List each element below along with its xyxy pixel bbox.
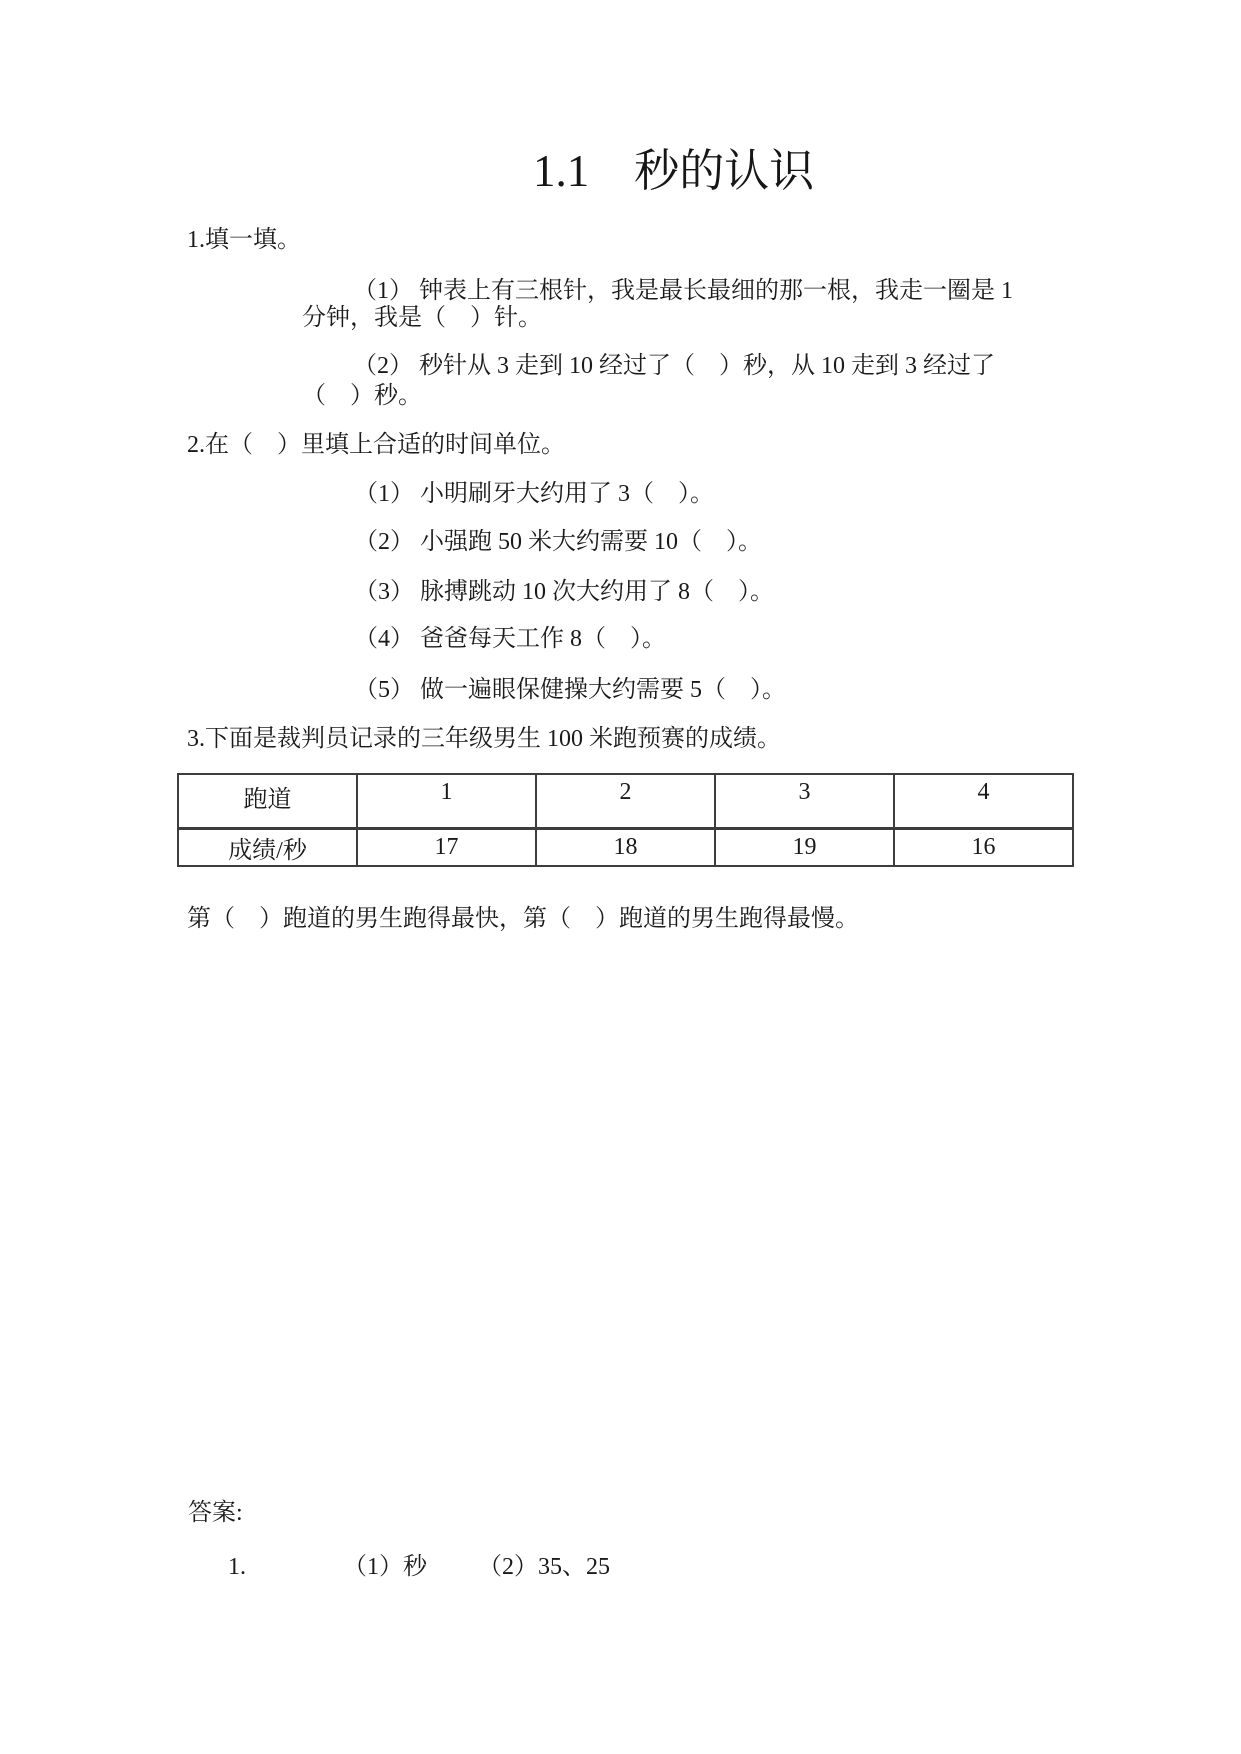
question-2-item-1: （1） 小明刷牙大约用了 3（ ）。 [354, 481, 714, 507]
answer-1-part-2: （2）35、25 [478, 1554, 610, 1580]
question-1-item-1-line-1: （1） 钟表上有三根针，我是最长最细的那一根，我走一圈是 1 [353, 278, 1013, 304]
question-1-item-2-line-2: （ ）秒。 [302, 383, 422, 409]
table-cell-score-4: 16 [894, 829, 1073, 867]
question-3-header: 3.下面是裁判员记录的三年级男生 100 米跑预赛的成绩。 [187, 726, 781, 752]
question-3-fill-line: 第（ ）跑道的男生跑得最快，第（ ）跑道的男生跑得最慢。 [187, 906, 859, 932]
page-title: 1.1 秒的认识 [533, 146, 815, 196]
table-cell-lane-1: 1 [357, 774, 536, 829]
question-2-item-2: （2） 小强跑 50 米大约需要 10（ ）。 [354, 529, 762, 555]
table-cell-score-2: 18 [536, 829, 715, 867]
table-cell-lane-3: 3 [715, 774, 894, 829]
table-cell-score-3: 19 [715, 829, 894, 867]
answer-1-part-1: （1）秒 [343, 1554, 427, 1580]
table-cell-score-label: 成绩/秒 [178, 829, 357, 867]
table-cell-lane-label: 跑道 [178, 774, 357, 829]
race-results-table [177, 773, 1074, 867]
table-row-lanes [178, 774, 1073, 829]
question-2-item-3: （3） 脉搏跳动 10 次大约用了 8（ ）。 [354, 579, 774, 605]
table-row-scores [178, 829, 1073, 867]
question-1-item-1-line-2: 分钟，我是（ ）针。 [302, 305, 542, 331]
table-cell-score-1: 17 [357, 829, 536, 867]
question-2-item-5: （5） 做一遍眼保健操大约需要 5（ ）。 [354, 677, 786, 703]
question-1-item-2-line-1: （2） 秒针从 3 走到 10 经过了（ ）秒，从 10 走到 3 经过了 [353, 353, 995, 379]
question-1-header: 1.填一填。 [187, 227, 301, 253]
question-2-header: 2.在（ ）里填上合适的时间单位。 [187, 432, 565, 458]
answer-1-number: 1. [228, 1554, 246, 1580]
question-2-item-4: （4） 爸爸每天工作 8（ ）。 [354, 626, 666, 652]
answers-label: 答案: [188, 1500, 243, 1526]
table-cell-lane-4: 4 [894, 774, 1073, 829]
table-cell-lane-2: 2 [536, 774, 715, 829]
